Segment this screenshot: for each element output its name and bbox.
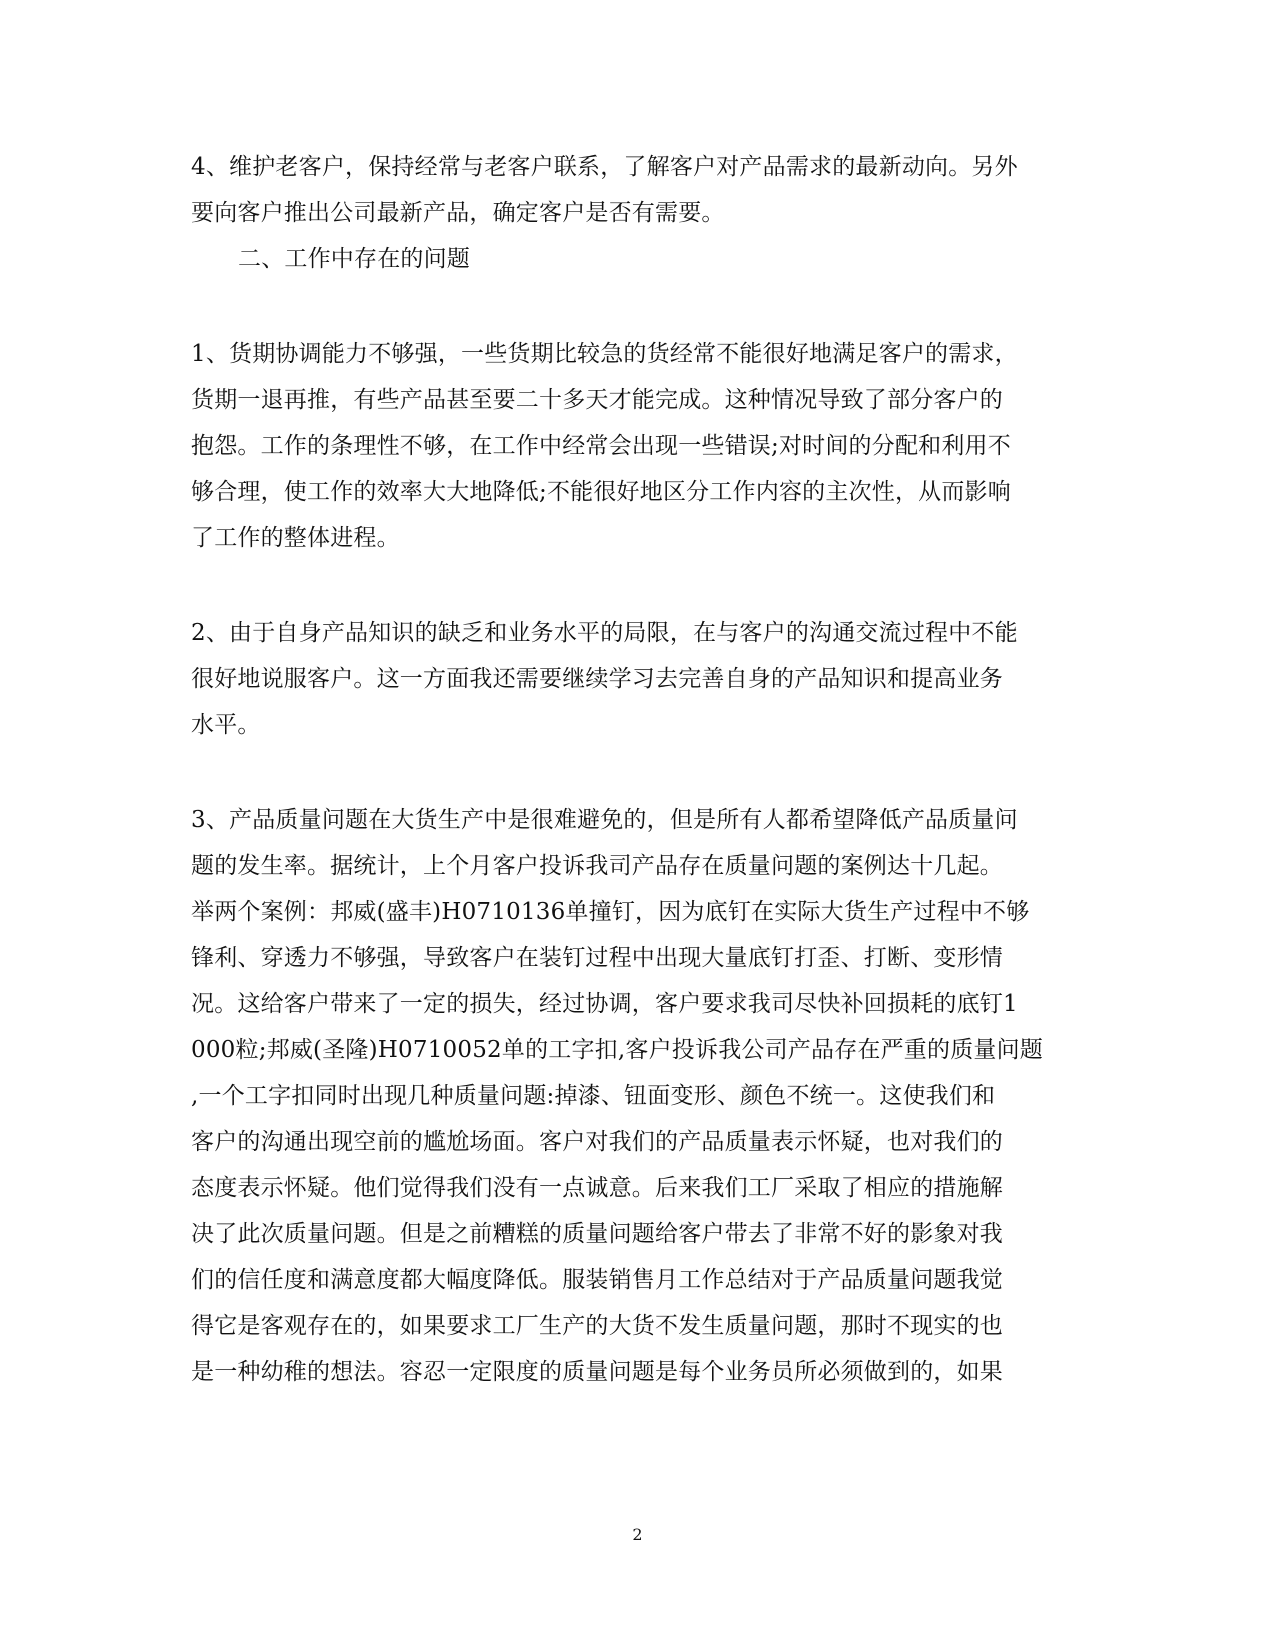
paragraph-line: 们的信任度和满意度都大幅度降低。服装销售月工作总结对于产品质量问题我觉 — [191, 1267, 1003, 1293]
paragraph-line: 题的发生率。据统计，上个月客户投诉我司产品存在质量问题的案例达十几起。 — [191, 853, 1003, 879]
paragraph-line: 得它是客观存在的，如果要求工厂生产的大货不发生质量问题，那时不现实的也 — [191, 1313, 1003, 1339]
paragraph-line: 举两个案例：邦威(盛丰)H0710136单撞钉，因为底钉在实际大货生产过程中不够 — [191, 899, 1030, 925]
paragraph-line: 客户的沟通出现空前的尴尬场面。客户对我们的产品质量表示怀疑，也对我们的 — [191, 1129, 1003, 1155]
paragraph-line: 是一种幼稚的想法。容忍一定限度的质量问题是每个业务员所必须做到的，如果 — [191, 1359, 1003, 1385]
paragraph-line: 3、产品质量问题在大货生产中是很难避免的，但是所有人都希望降低产品质量问 — [191, 807, 1018, 833]
paragraph-line: 了工作的整体进程。 — [191, 525, 400, 551]
paragraph-line: 锋利、穿透力不够强，导致客户在装钉过程中出现大量底钉打歪、打断、变形情 — [191, 945, 1003, 971]
paragraph-line: 2、由于自身产品知识的缺乏和业务水平的局限，在与客户的沟通交流过程中不能 — [191, 620, 1018, 646]
paragraph-line: 1、货期协调能力不够强，一些货期比较急的货经常不能很好地满足客户的需求， — [191, 341, 1018, 367]
paragraph-line: 水平。 — [191, 712, 261, 738]
page-number: 2 — [632, 1525, 643, 1544]
paragraph-line: 况。这给客户带来了一定的损失，经过协调，客户要求我司尽快补回损耗的底钉1 — [191, 991, 1018, 1017]
paragraph-line: 要向客户推出公司最新产品，确定客户是否有需要。 — [191, 200, 725, 226]
paragraph-line: 4、维护老客户，保持经常与老客户联系，了解客户对产品需求的最新动向。另外 — [191, 154, 1018, 180]
paragraph-line: 000粒;邦威(圣隆)H0710052单的工字扣,客户投诉我公司产品存在严重的质量问题 — [191, 1037, 1043, 1063]
paragraph-line: 态度表示怀疑。他们觉得我们没有一点诚意。后来我们工厂采取了相应的措施解 — [191, 1175, 1003, 1201]
paragraph-line: ,一个工字扣同时出现几种质量问题:掉漆、钮面变形、颜色不统一。这使我们和 — [191, 1083, 996, 1109]
paragraph-line: 够合理，使工作的效率大大地降低;不能很好地区分工作内容的主次性，从而影响 — [191, 479, 1011, 505]
paragraph-line: 货期一退再推，有些产品甚至要二十多天才能完成。这种情况导致了部分客户的 — [191, 387, 1003, 413]
paragraph-line: 很好地说服客户。这一方面我还需要继续学习去完善自身的产品知识和提高业务 — [191, 666, 1003, 692]
paragraph-line: 抱怨。工作的条理性不够，在工作中经常会出现一些错误;对时间的分配和利用不 — [191, 433, 1011, 459]
section-heading: 二、工作中存在的问题 — [238, 246, 470, 272]
paragraph-line: 决了此次质量问题。但是之前糟糕的质量问题给客户带去了非常不好的影象对我 — [191, 1221, 1003, 1247]
